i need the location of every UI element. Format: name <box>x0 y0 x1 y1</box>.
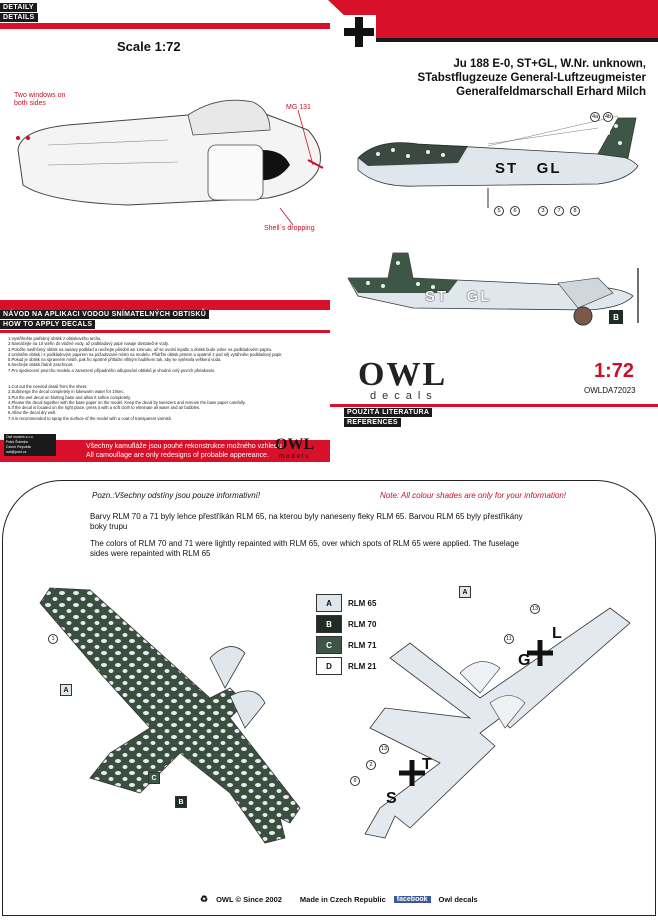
marker-8: 8 <box>570 206 580 216</box>
references-title-cz: POUŽITÁ LITERATURA <box>344 408 432 417</box>
owl-models-word: OWL <box>275 436 315 453</box>
box-b-marker: B <box>609 310 623 324</box>
instructions-title-cz: NÁVOD NA APLIKACI VODOU SNÍMATELNÝCH OBTISKŮ <box>0 310 209 319</box>
cz-line: 6.Nechejte obtisk řádně zaschnout. <box>8 362 74 368</box>
label-c: C <box>148 772 160 784</box>
footer-copyright: OWL © Since 2002 <box>216 895 282 904</box>
markers-bottom-row <box>494 206 580 216</box>
marker-6: 6 <box>510 206 520 216</box>
legend-label-c: RLM 71 <box>348 640 377 650</box>
profile-codes-top: ST GL <box>495 160 562 177</box>
fuselage-detail-drawing <box>8 90 330 230</box>
contact-line-2: Fráni Šrámka <box>6 440 28 444</box>
footer-owl-decals: Owl decals <box>438 895 478 904</box>
cz-line: 3.Položte navlhčený obtisk na nasavy podklad a nechejte působit asi 1minutu, až se uvolní lepidlo a obtisk bude volne na podkladovém papiru. <box>8 346 273 352</box>
en-line: 5.If the decal is located on the right place, press it with a soft cloth to eliminate all water and air bubbles. <box>8 405 201 411</box>
facebook-badge[interactable]: facebook <box>394 896 431 903</box>
underside-code-t: T <box>422 756 432 773</box>
references-red-line <box>330 404 658 407</box>
underside-view-plane <box>330 588 650 858</box>
balkenkreuz-icon <box>342 15 376 49</box>
en-line: 7.It is recommended to spray the surface of the model with a coat of transparent varnish. <box>8 415 173 421</box>
camo-note-en: All camouflage are only redesigns of probable appereance. <box>86 452 269 459</box>
marker-3: 3 <box>538 206 548 216</box>
owl-decals-word: decals <box>370 390 438 402</box>
title-line-1: Ju 188 E-0, ST+GL, W.Nr. unknown, <box>453 58 646 70</box>
marker-5: 5 <box>494 206 504 216</box>
paragraph-en: The colors of RLM 70 and 71 were lightly repainted with RLM 65, over which spots of RLM 65 were applied. The fuselage sides were repainted with RLM 65 <box>90 539 519 558</box>
owl-contact-block <box>4 434 56 456</box>
callout-shell: Shell´s dropping <box>264 225 315 232</box>
marker-11: 11 <box>504 634 514 644</box>
label-b: B <box>175 796 187 808</box>
owl-models-logo <box>275 436 314 460</box>
marker-2: 2 <box>366 760 376 770</box>
label-a-left: A <box>60 684 72 696</box>
underside-code-g: G <box>518 652 531 669</box>
en-line: 1.Cut out the needed detail from the sheet. <box>8 384 88 389</box>
footer-made-in: Made in Czech Republic <box>299 895 386 904</box>
label-a-right: A <box>459 586 471 598</box>
footer <box>200 894 478 905</box>
contact-line-3: Czech Republic <box>6 445 32 449</box>
camo-note-cz: Všechny kamufláže jsou pouhé rekonstrukce možného vzhledu <box>86 443 282 450</box>
underside-code-s: S <box>386 790 397 807</box>
title-line-3: Generalfeldmarschall Erhard Milch <box>456 86 646 98</box>
instructions-title-en: HOW TO APPLY DECALS <box>0 320 95 329</box>
cz-line: 5.Pokud je obtisk na spravném místě, pak ho opatrně přitlačte vlhkým hadrikem tak, aby se vytěsnila veškerá voda. <box>8 357 222 363</box>
tag-details: DETAILS <box>0 13 38 22</box>
cz-line: 1.Vystřihněte potřebný obtisk z obtiskového archu. <box>8 336 102 341</box>
instructions-header-red <box>0 300 330 310</box>
marker-13-top: 13 <box>531 606 539 612</box>
cz-line: 7.Pro sjednocení povrchu modelu a zamezení případného odlupování obtisků je vhodné celý povrch přelakovat. <box>8 367 215 373</box>
side-profile-bottom <box>338 238 650 328</box>
top-view-plane <box>30 578 320 850</box>
note-cz: Pozn.:Všechny odstíny jsou pouze informativní! <box>92 491 261 500</box>
en-line: 3.Put the wet decal on blotting base and allow it soften completely. <box>8 394 132 400</box>
en-line: 4.Please the decal together with the base paper on the model. Keep the decal by tweezers and remove the base paper carefully. <box>8 399 246 405</box>
instructions-red-line <box>0 330 330 333</box>
top-red-bar-left <box>0 23 330 29</box>
paragraph-cz: Barvy RLM 70 a 71 byly lehce přestříkán RLM 65, na kterou byly naneseny fleky RLM 65. Barvou RLM 65 byly přestříkány boky trupu <box>90 512 523 531</box>
contact-line-1: Owl models s.r.o. <box>6 435 34 439</box>
legend-swatch-a: A <box>316 594 342 612</box>
marker-13-bottom: 13 <box>380 746 388 752</box>
product-code: OWLDA72023 <box>584 386 636 395</box>
scale-big: 1:72 <box>594 360 635 382</box>
scale-label: Scale 1:72 <box>117 39 181 54</box>
models-word: models <box>278 454 311 460</box>
instructions-cz-block <box>8 336 318 373</box>
contact-line-4: owl@post.cz <box>6 450 27 454</box>
underside-code-l: L <box>552 625 562 642</box>
title-line-2: STabstflugzeuze General-Luftzeugmeister <box>417 72 646 84</box>
legend-label-b: RLM 70 <box>348 619 377 629</box>
cz-line: 2.Namáčejte na 10 vteřin do vlažné vody, až podkladový papir nasaje dostatečné vody. <box>8 341 169 347</box>
profile-codes-bottom: ST GL <box>425 288 492 305</box>
side-profile-top <box>338 108 650 218</box>
marker-4b: 4b <box>604 114 612 120</box>
references-title-en: REFERENCES <box>344 418 401 427</box>
marker-7: 7 <box>554 206 564 216</box>
legend-swatch-d: D <box>316 657 342 675</box>
en-line: 2.Submerge the decal completely in lukewarm water for 10sec. <box>8 389 125 395</box>
tag-detaily: DETAILY <box>0 3 37 12</box>
legend-swatch-b: B <box>316 615 342 633</box>
callout-windows: Two windows on both sides <box>14 92 66 107</box>
marker-1-left: 1 <box>48 634 58 644</box>
en-line: 6.Allow the decal dry well. <box>8 410 57 416</box>
owl-logo-big: OWL <box>358 356 448 393</box>
callout-mg131: MG 131 <box>286 104 311 111</box>
marker-9: 9 <box>350 776 360 786</box>
recycle-icon: ♻ <box>200 894 209 904</box>
cz-line: 4.Umistěte obtisk i s podkladovým papirem na požadované místo na modelu. Přidržte obtisk prstem a opatrně z pod něj vytáhněte podkladový papir. <box>8 351 283 357</box>
marker-4a: 4a <box>591 114 599 120</box>
instructions-en-block <box>8 384 318 421</box>
legend-swatch-c: C <box>316 636 342 654</box>
legend-label-a: RLM 65 <box>348 598 377 608</box>
legend-label-d: RLM 21 <box>348 661 377 671</box>
note-en: Note: All colour shades are only for your information! <box>380 491 567 500</box>
